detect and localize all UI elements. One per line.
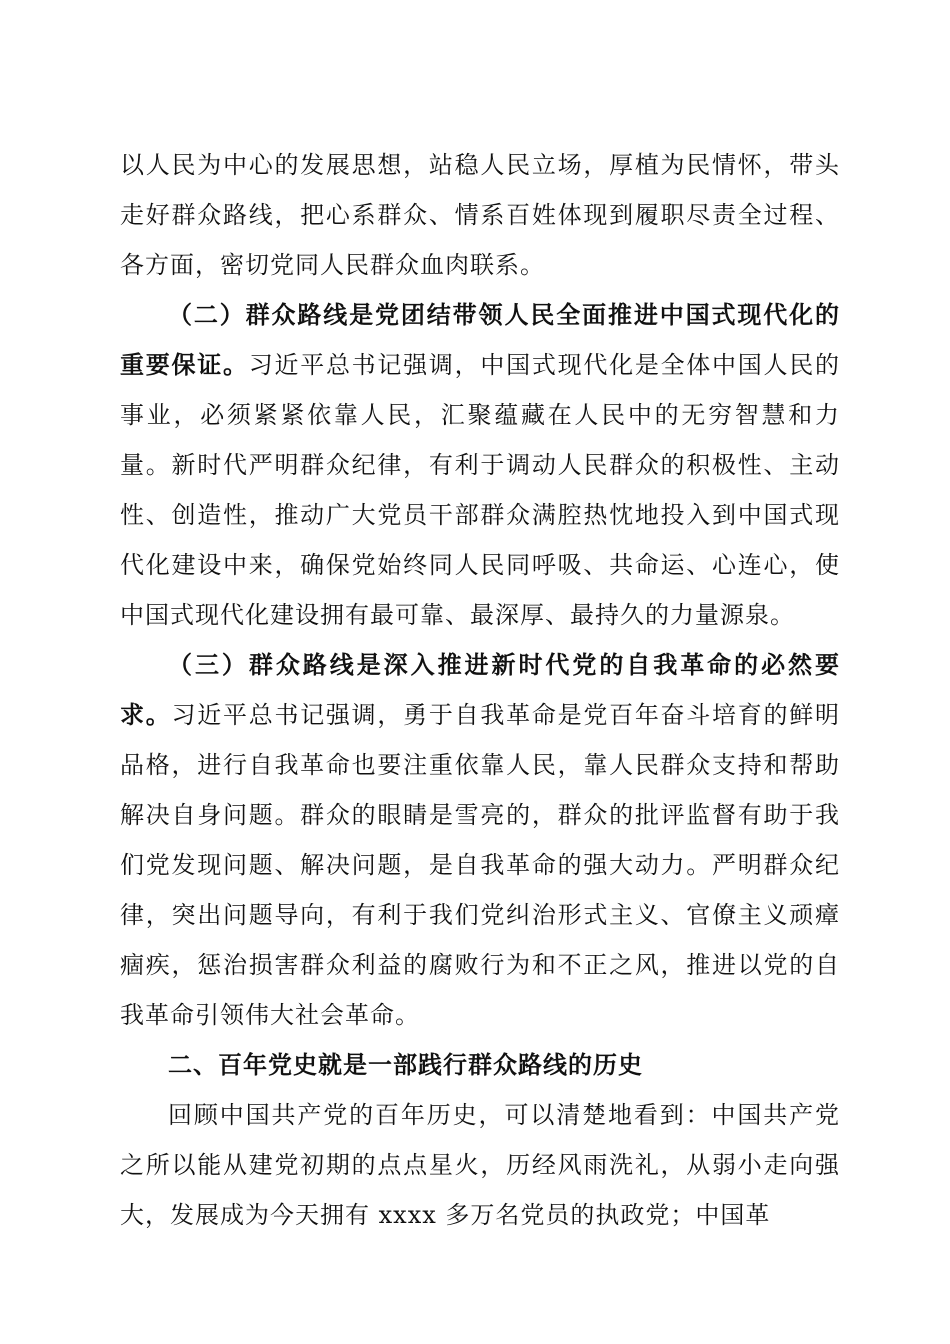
point-three-body: 习近平总书记强调，勇于自我革命是党百年奋斗培育的鲜明品格，进行自我革命也要注重依靠人民，靠人民群众支持和帮助解决自身问题。群众的眼睛是雪亮的，群众的批评监督有助于我们党发现问题、解决问题，是自我革命的强大动力。严明群众纪律，突出问题导向，有利于我们党纠治形式主义、官僚主义顽瘴痼疾，惩治损害群众利益的腐败行为和不正之风，推进以党的自我革命引领伟大社会革命。 — [120, 701, 841, 1029]
point-two-body: 习近平总书记强调，中国式现代化是全体中国人民的事业，必须紧紧依靠人民，汇聚蕴藏在人民中的无穷智慧和力量。新时代严明群众纪律，有利于调动人民群众的积极性、主动性、创造性，推动广大党员干部群众满腔热忱地投入到中国式现代化建设中来，确保党始终同人民同呼吸、共命运、心连心，使中国式现代化建设拥有最可靠、最深厚、最持久的力量源泉。 — [120, 351, 841, 629]
paragraph-point-three — [120, 640, 840, 1040]
paragraph-continuation: 以人民为中心的发展思想，站稳人民立场，厚植为民情怀，带头走好群众路线，把心系群众、情系百姓体现到履职尽责全过程、各方面，密切党同人民群众血肉联系。 — [120, 151, 840, 279]
section-heading: 二、百年党史就是一部践行群众路线的历史 — [168, 1051, 643, 1079]
paragraph-point-two — [120, 290, 840, 640]
point-three-title: （三）群众路线是深入推进新时代党的自我革命的必然要求。 — [120, 650, 840, 729]
paragraph-history: 回顾中国共产党的百年历史，可以清楚地看到：中国共产党之所以能从建党初期的点点星火，历经风雨洗礼，从弱小走向强大，发展成为今天拥有 xxxx 多万名党员的执政党；中国革 — [120, 1101, 840, 1229]
point-two-title: （二）群众路线是党团结带领人民全面推进中国式现代化的重要保证。 — [120, 300, 840, 379]
document-body — [120, 140, 840, 1240]
